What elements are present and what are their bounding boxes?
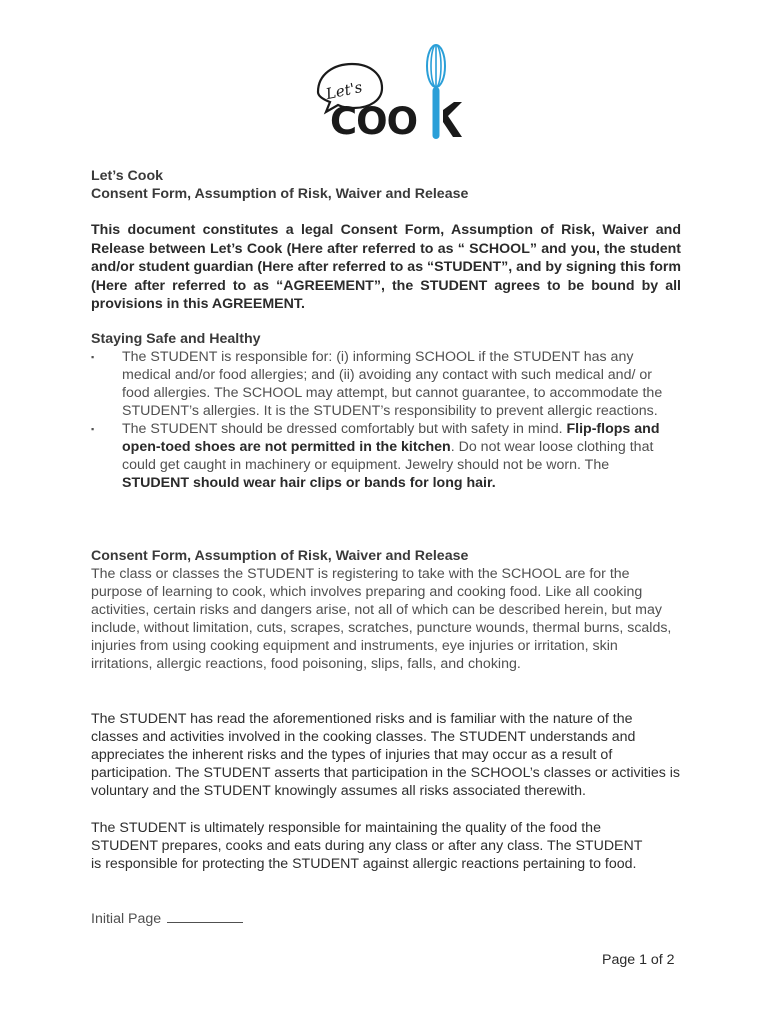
bullet-text: The STUDENT is responsible for: (i) informing SCHOOL if the STUDENT has any medical and/or food allergies; and (ii) avoiding any contact with such medical and/ or food allergies. The SCHOOL may attempt, but cannot guarantee, to accommodate the STUDENT’s allergies. It is the STUDENT’s responsibility to prevent allergic reactions. [122, 349, 663, 419]
svg-text:COO: COO [330, 100, 418, 143]
document-heading [91, 167, 681, 203]
svg-text:Let's: Let's [324, 77, 364, 104]
form-title: Consent Form, Assumption of Risk, Waiver and Release [91, 186, 469, 202]
initial-signature-line[interactable] [167, 909, 243, 923]
acknowledgement-paragraph: The STUDENT has read the aforementioned risks and is familiar with the nature of the classes and activities involved in the cooking classes. The STUDENT understands and appreciates the inherent risks and the types of injuries that may occur as a result of participation. The STUDENT asserts that participation in the SCHOOL’s classes or activities is voluntary and the STUDENT knowingly assumes all risks associated therewith. [91, 711, 681, 799]
bullet-text: The STUDENT should be dressed comfortably but with safety in mind. Flip-flops and open-toed shoes are not permitted in the kitchen. Do not wear loose clothing that could get caught in machinery or equipment. Jewelry should not be worn. The STUDENT should wear hair clips or bands for long hair. [122, 421, 660, 491]
intro-paragraph: This document constitutes a legal Consent Form, Assumption of Risk, Waiver and Release between Let’s Cook (Here after referred to as “ SCHOOL” and you, the student and/or student guardian (Here after referred to as “STUDENT”, and by signing this form (Here after referred to as “AGREEMENT”, the STUDENT agrees to be bound by all provisions in this AGREEMENT. [91, 222, 681, 313]
bullet-icon: ▪ [91, 352, 95, 362]
whisk-icon [427, 45, 445, 139]
initial-label: Initial Page [91, 911, 166, 927]
initial-field [91, 909, 681, 928]
list-item [91, 348, 676, 420]
safety-bullet-list [91, 348, 676, 492]
logo-graphic [312, 44, 462, 146]
section-title-consent: Consent Form, Assumption of Risk, Waiver and Release [91, 548, 469, 564]
risk-paragraph: The class or classes the STUDENT is registering to take with the SCHOOL are for the purpose of learning to cook, which involves preparing and cooking food. Like all cooking activities, certain risks and dangers arise, not all of which can be described herein, but may include, without limitation, cuts, scrapes, scratches, puncture wounds, thermal burns, scalds, injuries from using cooking equipment and instruments, eye injuries or irritation, skin irritations, allergic reactions, food poisoning, slips, falls, and choking. [91, 566, 672, 672]
lets-cook-logo [312, 44, 462, 146]
bullet-icon: ▪ [91, 424, 95, 434]
page-number: Page 1 of 2 [602, 952, 675, 968]
bold-emphasis: STUDENT should wear hair clips or bands for long hair. [122, 475, 496, 491]
section-title-safety: Staying Safe and Healthy [91, 331, 261, 347]
bold-emphasis: Flip-flops and open-toed shoes are not permitted in the kitchen [122, 421, 660, 455]
list-item [91, 420, 676, 492]
responsibility-paragraph: The STUDENT is ultimately responsible for maintaining the quality of the food the STUDENT prepares, cooks and eats during any class or after any class. The STUDENT is responsible for protecting the STUDENT against allergic reactions pertaining to food. [91, 820, 643, 872]
company-name: Let’s Cook [91, 168, 163, 184]
